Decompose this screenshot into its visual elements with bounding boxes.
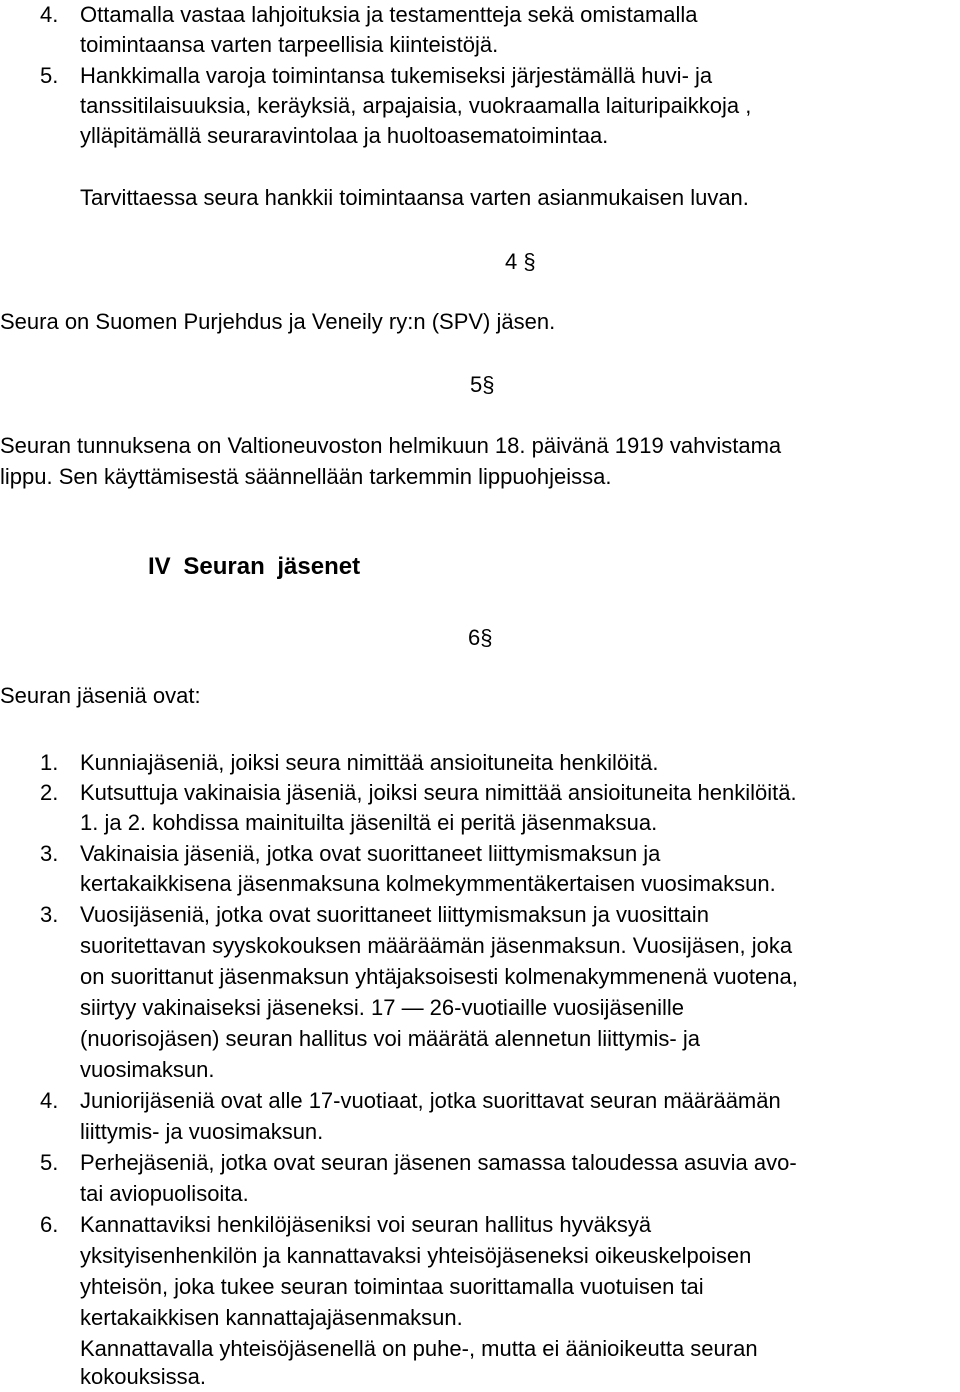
list-item-line: yksityisenhenkilön ja kannattavaksi yhteisöjäseneksi oikeuskelpoisen bbox=[80, 1243, 752, 1268]
list-number: 4. bbox=[40, 2, 59, 27]
list-item-line: liittymis- ja vuosimaksun. bbox=[80, 1119, 324, 1144]
list-number: 3. bbox=[40, 902, 59, 927]
section-4-text: Seura on Suomen Purjehdus ja Veneily ry:n (SPV) jäsen. bbox=[0, 309, 556, 334]
list-number: 5. bbox=[40, 63, 59, 88]
section-number: 6 bbox=[468, 625, 481, 650]
list-item-line: Kutsuttuja vakinaisia jäseniä, joiksi seura nimittää ansioituneita henkilöitä. bbox=[80, 780, 797, 805]
list-item-line: (nuorisojäsen) seuran hallitus voi määrätä alennetun liittymis- ja bbox=[80, 1026, 700, 1051]
section-symbol: § bbox=[480, 625, 493, 650]
list-item-line: Hankkimalla varoja toimintansa tukemiseksi järjestämällä huvi- ja bbox=[80, 63, 713, 88]
list-item-line: on suorittanut jäsenmaksun yhtäjaksoisesti kolmenakymmenenä vuotena, bbox=[80, 964, 798, 989]
section-heading-4 bbox=[505, 247, 536, 277]
list-item-line: Juniorijäseniä ovat alle 17-vuotiaat, jotka suorittavat seuran määräämän bbox=[80, 1088, 781, 1113]
list-number: 2. bbox=[40, 780, 59, 805]
permit-note: Tarvittaessa seura hankkii toimintaansa varten asianmukaisen luvan. bbox=[80, 185, 749, 210]
list-item-line: suoritettavan syyskokouksen määräämän jäsenmaksun. Vuosijäsen, joka bbox=[80, 933, 793, 958]
list-item-line: 1. ja 2. kohdissa mainituilta jäseniltä ei peritä jäsenmaksua. bbox=[80, 810, 658, 835]
list-item-line: tanssitilaisuuksia, keräyksiä, arpajaisia, vuokraamalla laituripaikkoja , bbox=[80, 93, 752, 118]
section-heading-5 bbox=[470, 370, 495, 400]
list-item-line: kertakaikkisen kannattajajäsenmaksun. bbox=[80, 1305, 463, 1330]
list-item-line: Ottamalla vastaa lahjoituksia ja testamentteja sekä omistamalla bbox=[80, 2, 698, 27]
section-5-line: Seuran tunnuksena on Valtioneuvoston helmikuun 18. päivänä 1919 vahvistama bbox=[0, 433, 782, 458]
chapter-title: Seuran jäsenet bbox=[183, 553, 361, 580]
section-5-line: lippu. Sen käyttämisestä säännellään tarkemmin lippuohjeissa. bbox=[0, 464, 612, 489]
list-number: 1. bbox=[40, 750, 59, 775]
list-number: 5. bbox=[40, 1150, 59, 1175]
list-number: 3. bbox=[40, 841, 59, 866]
chapter-roman: IV bbox=[148, 553, 171, 580]
list-item-line: kokouksissa. bbox=[80, 1364, 206, 1389]
list-item-line: siirtyy vakinaiseksi jäseneksi. 17 — 26-vuotiaille vuosijäsenille bbox=[80, 995, 685, 1020]
list-item-line: ylläpitämällä seuraravintolaa ja huoltoasematoimintaa. bbox=[80, 123, 609, 148]
list-item-line: Kannattaviksi henkilöjäseniksi voi seuran hallitus hyväksyä bbox=[80, 1212, 652, 1237]
chapter-heading bbox=[148, 552, 360, 582]
section-symbol: § bbox=[482, 372, 495, 397]
list-number: 6. bbox=[40, 1212, 59, 1237]
section-number: 5 bbox=[470, 372, 483, 397]
list-item-line: tai aviopuolisoita. bbox=[80, 1181, 249, 1206]
list-item-line: kertakaikkisena jäsenmaksuna kolmekymmentäkertaisen vuosimaksun. bbox=[80, 871, 776, 896]
section-symbol: § bbox=[523, 249, 536, 274]
list-item-line: yhteisön, joka tukee seuran toimintaa suorittamalla vuotuisen tai bbox=[80, 1274, 704, 1299]
section-heading-6 bbox=[468, 623, 493, 653]
list-item-line: Kannattavalla yhteisöjäsenellä on puhe-, mutta ei äänioikeutta seuran bbox=[80, 1336, 758, 1361]
list-item-line: Vuosijäseniä, jotka ovat suorittaneet liittymismaksun ja vuosittain bbox=[80, 902, 709, 927]
list-item-line: vuosimaksun. bbox=[80, 1057, 215, 1082]
list-item-line: Vakinaisia jäseniä, jotka ovat suorittaneet liittymismaksun ja bbox=[80, 841, 661, 866]
section-number: 4 bbox=[505, 249, 518, 274]
list-item-line: Perhejäseniä, jotka ovat seuran jäsenen samassa taloudessa asuvia avo- bbox=[80, 1150, 797, 1175]
list-number: 4. bbox=[40, 1088, 59, 1113]
list-item-line: toimintaansa varten tarpeellisia kiinteistöjä. bbox=[80, 32, 499, 57]
list-item-line: Kunniajäseniä, joiksi seura nimittää ansioituneita henkilöitä. bbox=[80, 750, 659, 775]
section-6-intro: Seuran jäseniä ovat: bbox=[0, 683, 201, 708]
